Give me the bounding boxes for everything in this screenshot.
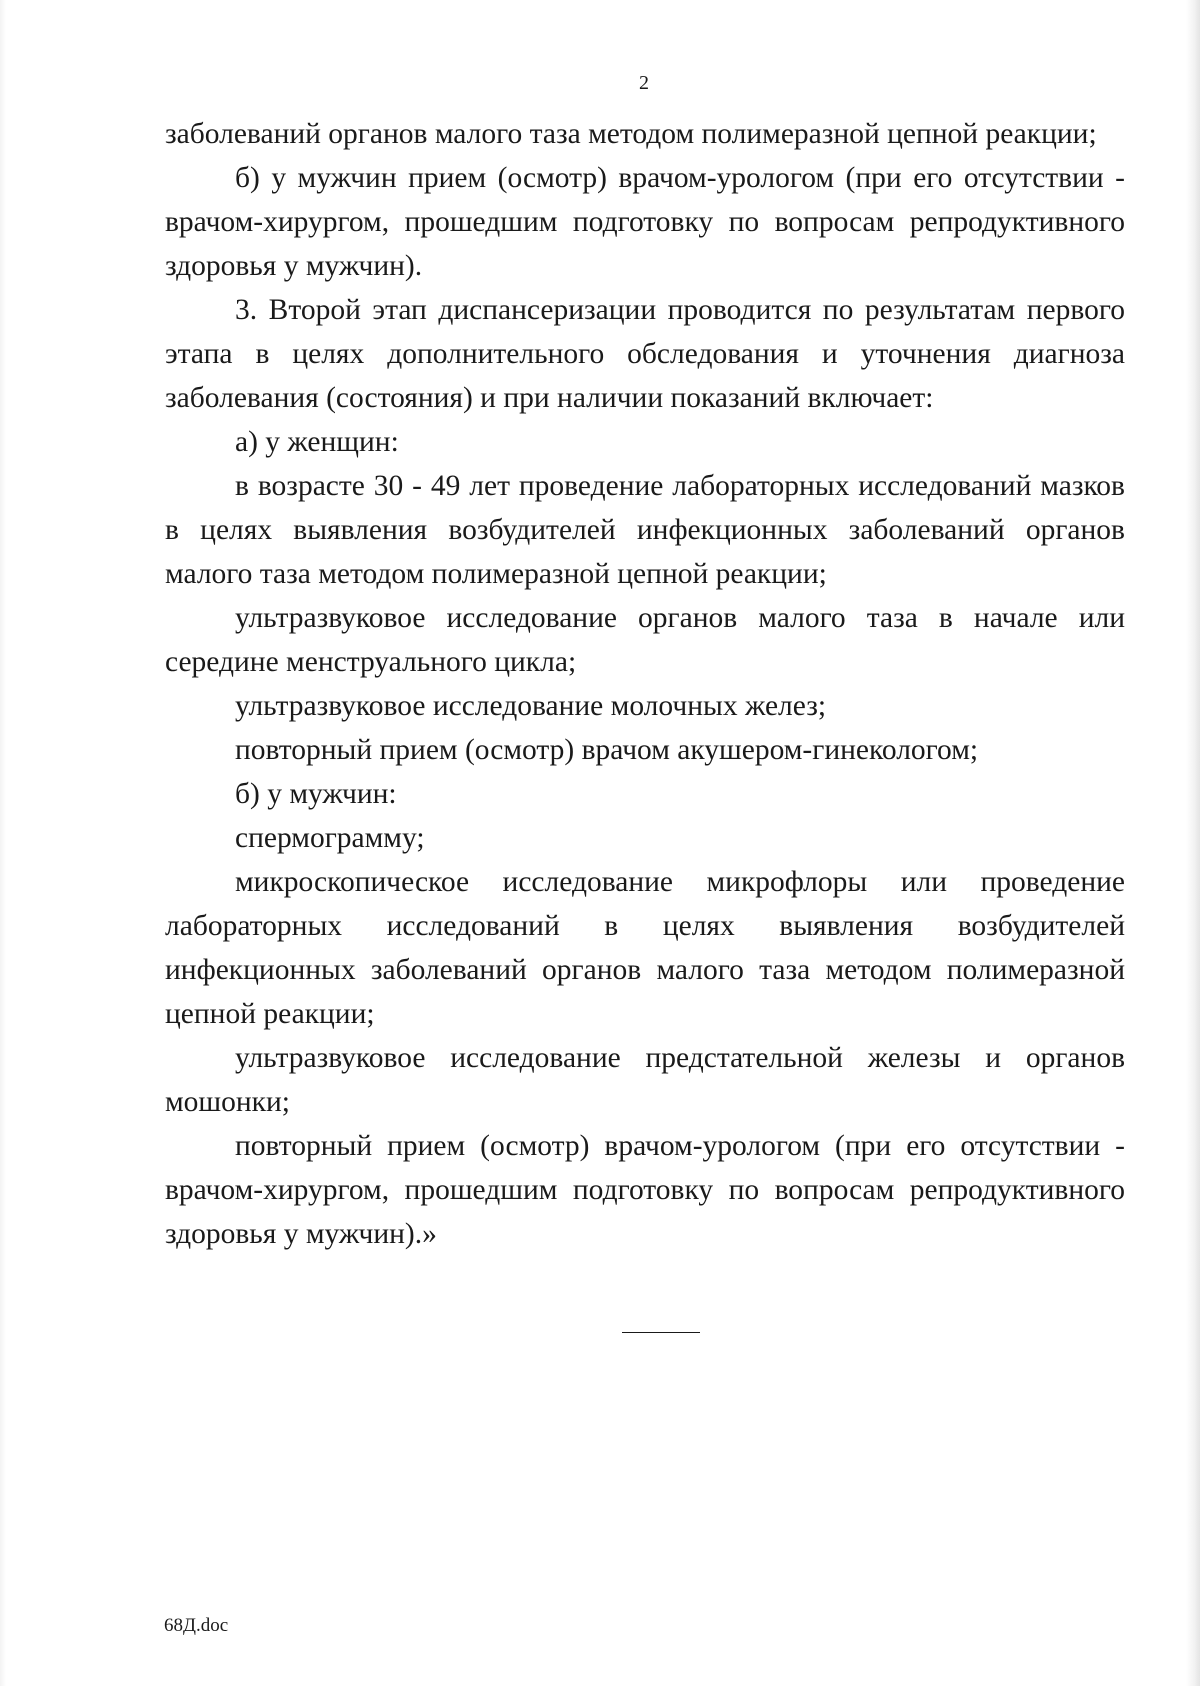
paragraph: 3. Второй этап диспансеризации проводится по результатам первого этапа в целях дополнительного обследования и уточнения диагноза заболевания (состояния) и при наличии показаний включает: — [165, 294, 1125, 414]
paragraph: повторный прием (осмотр) врачом-урологом (при его отсутствии - врачом-хирургом, прошедшим подготовку по вопросам репродуктивного здоровья у мужчин).» — [165, 1130, 1125, 1250]
paragraph: в возрасте 30 - 49 лет проведение лабораторных исследований мазков в целях выявления возбудителей инфекционных заболеваний органов малого таза методом полимеразной цепной реакции; — [165, 470, 1125, 590]
scan-edge-left — [0, 0, 6, 1686]
file-name: 68Д.doc — [164, 1615, 229, 1636]
page-number: 2 — [639, 72, 649, 94]
document-body — [165, 112, 1125, 1256]
end-of-text-rule — [622, 1332, 700, 1333]
paragraph: б) у мужчин: — [235, 778, 397, 810]
scan-edge-right — [1186, 0, 1200, 1686]
paragraph: ультразвуковое исследование органов малого таза в начале или середине менструального цикла; — [165, 602, 1125, 678]
paragraph: ультразвуковое исследование молочных желез; — [235, 690, 827, 722]
paragraph: а) у женщин: — [235, 426, 399, 458]
paragraph: ультразвуковое исследование предстательной железы и органов мошонки; — [165, 1042, 1125, 1118]
paragraph: микроскопическое исследование микрофлоры или проведение лабораторных исследований в целях выявления возбудителей инфекционных заболеваний органов малого таза методом полимеразной цепной реакции; — [165, 866, 1125, 1030]
paragraph: спермограмму; — [235, 822, 425, 854]
paragraph: повторный прием (осмотр) врачом акушером-гинекологом; — [235, 734, 979, 766]
paragraph: заболеваний органов малого таза методом полимеразной цепной реакции; — [165, 118, 1097, 150]
paragraph: б) у мужчин прием (осмотр) врачом-урологом (при его отсутствии - врачом-хирургом, прошедшим подготовку по вопросам репродуктивного здоровья у мужчин). — [165, 162, 1125, 282]
